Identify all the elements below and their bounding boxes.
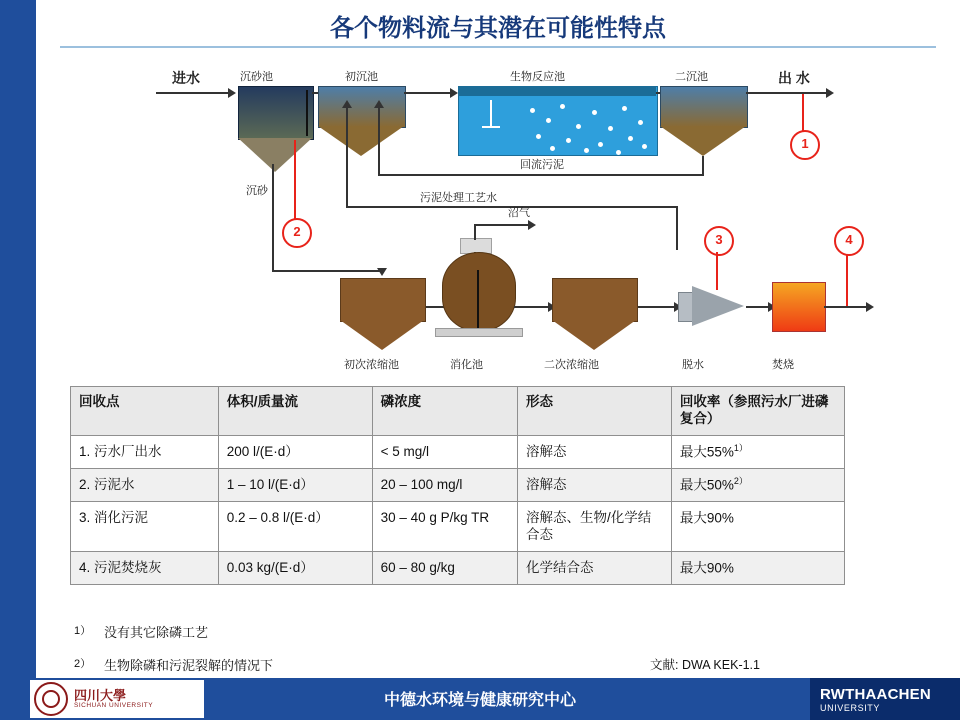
cell-point: 3. 消化污泥: [71, 501, 219, 551]
label-secondary-thickener: 二次浓缩池: [544, 359, 599, 371]
cell-rate-value: 最大50%: [679, 477, 734, 493]
recovery-line-2: [294, 140, 296, 220]
secondary-thickener-tank: [552, 278, 638, 322]
return-sludge-horizontal: [378, 174, 704, 176]
cell-form: 化学结合态: [517, 551, 671, 584]
label-grit-tank: 沉砂池: [240, 71, 273, 83]
col-point: 回收点: [71, 387, 219, 436]
cell-point: 1. 污水厂出水: [71, 435, 219, 468]
bio-reactor-tank: [458, 86, 658, 156]
arrow-effluent: [826, 88, 834, 98]
rwth-line-1: [820, 686, 960, 703]
label-process-water: 污泥处理工艺水: [420, 192, 497, 204]
label-dewatering: 脱水: [682, 359, 704, 371]
process-flow-diagram: [60, 56, 940, 376]
table-row: [71, 435, 845, 468]
cell-form: 溶解态、生物/化学结合态: [517, 501, 671, 551]
cell-rate-value: 最大55%: [679, 444, 734, 460]
table-header-row: [71, 387, 845, 436]
cell-flow: 1 – 10 l/(E·d）: [218, 468, 372, 501]
label-effluent: 出 水: [778, 70, 810, 86]
flow-line-ash-out: [824, 306, 872, 308]
sidebar-bar: [0, 0, 58, 720]
recovery-points-table: [70, 386, 845, 585]
label-primary-clarifier: 初沉池: [345, 71, 378, 83]
cell-conc: < 5 mg/l: [372, 435, 517, 468]
title-divider: [60, 46, 936, 48]
incinerator: [772, 282, 826, 332]
col-form: 形态: [517, 387, 671, 436]
arrow-ash-out: [866, 302, 874, 312]
primary-clarifier-cone: [318, 126, 404, 156]
table-row: [71, 501, 845, 551]
table-row: [71, 468, 845, 501]
label-secondary-clarifier: 二沉池: [675, 71, 708, 83]
return-sludge-up: [378, 104, 380, 176]
label-grit: 沉砂: [246, 185, 268, 197]
cell-rate: [671, 501, 844, 551]
label-return-sludge: 回流污泥: [520, 159, 564, 171]
rwth-line-2: UNIVERSITY: [820, 702, 881, 713]
label-biogas: 沼气: [508, 207, 530, 219]
biogas-riser: [474, 224, 476, 240]
process-water-right-riser: [676, 206, 678, 250]
rwth-word-aachen: AACHEN: [865, 685, 931, 703]
primary-thickener-cone: [340, 320, 424, 350]
source-citation: 文献: DWA KEK-1.1: [650, 658, 760, 672]
footnote-text-2: 生物除磷和污泥裂解的情况下: [104, 658, 274, 673]
return-sludge-down: [702, 156, 704, 176]
label-incineration: 焚烧: [772, 359, 794, 371]
flow-line-influent: [156, 92, 230, 94]
grit-tank: [238, 86, 314, 140]
cell-form: 溶解态: [517, 435, 671, 468]
cell-flow: 0.03 kg/(E·d）: [218, 551, 372, 584]
recovery-line-3a-down: [716, 252, 718, 290]
cell-conc: 30 – 40 g P/kg TR: [372, 501, 517, 551]
col-conc: 磷浓度: [372, 387, 517, 436]
badge-1: 1: [790, 130, 820, 160]
biogas-line: [474, 224, 534, 226]
cell-point: 2. 污泥水: [71, 468, 219, 501]
footnote-marker-1: 1）: [74, 625, 92, 637]
recovery-line-1: [802, 94, 804, 132]
cell-flow: 200 l/(E·d）: [218, 435, 372, 468]
flow-line-primary-bio: [404, 92, 456, 94]
digester-mixer-shaft: [477, 270, 479, 328]
label-primary-thickener: 初次浓缩池: [344, 359, 399, 371]
secondary-thickener-cone: [552, 320, 636, 350]
bio-reactor-surface: [458, 86, 656, 96]
arrow-primary-sludge: [377, 268, 387, 276]
flow-line-effluent: [746, 92, 832, 94]
cell-point: 4. 污泥焚烧灰: [71, 551, 219, 584]
bio-reactor-impeller-blade: [482, 126, 500, 128]
scu-name: 四川大學: [74, 687, 127, 703]
cell-rate: [671, 435, 844, 468]
cell-rate-value: 最大90%: [679, 560, 734, 576]
cell-rate: [671, 551, 844, 584]
label-influent: 进水: [172, 70, 200, 86]
grit-tank-cone: [238, 138, 312, 172]
rwth-aachen-logo: [810, 678, 960, 720]
cell-rate-value: 最大90%: [679, 510, 734, 526]
label-bio-reactor: 生物反应池: [510, 71, 565, 83]
grit-tank-baffle: [306, 90, 308, 136]
arrow-biogas: [528, 220, 536, 230]
cell-rate-sup: 1）: [733, 442, 748, 453]
primary-sludge-horizontal: [272, 270, 382, 272]
cell-form: 溶解态: [517, 468, 671, 501]
primary-thickener-tank: [340, 278, 426, 322]
secondary-clarifier-tank: [660, 86, 748, 128]
recovery-line-4: [846, 252, 848, 306]
badge-3-left: 3: [704, 226, 734, 256]
secondary-clarifier-cone: [660, 126, 746, 156]
arrow-influent: [228, 88, 236, 98]
table-row: [71, 551, 845, 584]
page-title: 各个物料流与其潜在可能性特点: [330, 15, 666, 42]
footnote-text-1: 没有其它除磷工艺: [104, 625, 209, 640]
badge-4: 4: [834, 226, 864, 256]
cell-rate-sup: 2）: [733, 475, 748, 486]
footer-center-title: 中德水环境与健康研究中心: [383, 692, 576, 709]
cell-rate: [671, 468, 844, 501]
sidebar-vertical-title: Sino-German Centre for Water and Health Research: [42, 170, 58, 505]
rwth-word-rwth: RWTH: [820, 685, 866, 703]
process-water-up: [346, 104, 348, 208]
digester-tank: [442, 252, 516, 332]
col-rate: 回收率（参照污水厂进磷复合）: [671, 387, 844, 436]
primary-sludge-down: [272, 164, 274, 272]
digester-base: [435, 328, 523, 337]
badge-2: 2: [282, 218, 312, 248]
arrow-primary-bio: [450, 88, 458, 98]
arrow-return-sludge: [374, 100, 384, 108]
dewatering-unit: [692, 286, 744, 326]
cell-flow: 0.2 – 0.8 l/(E·d）: [218, 501, 372, 551]
arrow-process-water: [342, 100, 352, 108]
primary-clarifier-tank: [318, 86, 406, 128]
cell-conc: 20 – 100 mg/l: [372, 468, 517, 501]
footnote-marker-2: 2）: [74, 658, 92, 670]
label-digester: 消化池: [450, 359, 483, 371]
cell-conc: 60 – 80 g/kg: [372, 551, 517, 584]
bio-reactor-impeller-shaft: [490, 100, 492, 126]
scu-subtitle: SICHUAN UNIVERSITY: [74, 702, 154, 710]
col-flow: 体积/质量流: [218, 387, 372, 436]
